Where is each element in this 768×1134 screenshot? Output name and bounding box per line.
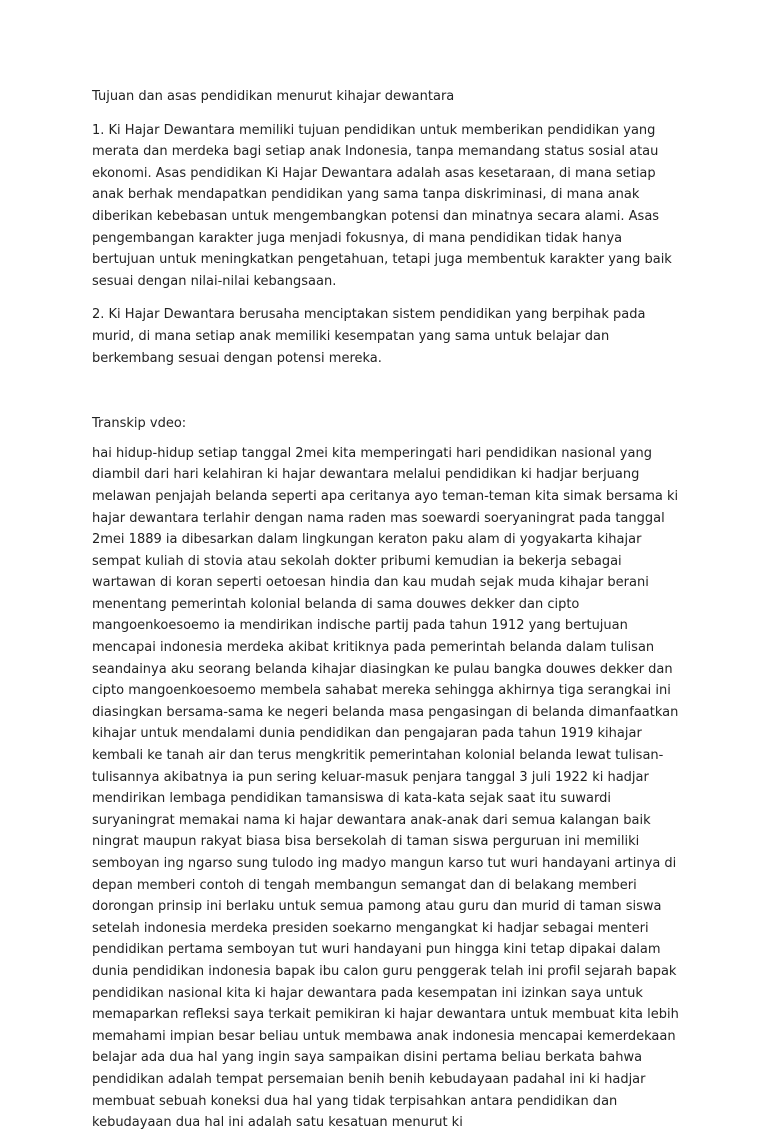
paragraph-1: 1. Ki Hajar Dewantara memiliki tujuan pendidikan untuk memberikan pendidikan yang merata dan merdeka bagi setiap anak Indonesia, tanpa memandang status sosial atau ekonomi. Asas pendidikan Ki Hajar Dewantara adalah asas kesetaraan, di mana setiap anak berhak mendapatkan pendidikan yang sama tanpa diskriminasi, di mana anak diberikan kebebasan untuk mengembangkan potensi dan minatnya secara alami. Asas pengembangan karakter juga menjadi fokusnya, di mana pendidikan tidak hanya bertujuan untuk meningkatkan pengetahuan, tetapi juga membentuk karakter yang baik sesuai dengan nilai-nilai kebangsaan. bbox=[92, 122, 672, 289]
blank-space bbox=[92, 381, 688, 413]
document-title: Tujuan dan asas pendidikan menurut kihajar dewantara bbox=[92, 89, 455, 104]
transcript-heading: Transkip vdeo: bbox=[92, 416, 187, 432]
transcript-text: hai hidup-hidup setiap tanggal 2mei kita memperingati hari pendidikan nasional yang diambil dari hari kelahiran ki hajar dewantara melalui pendidikan ki hadjar berjuang melawan penjajah belanda seperti apa ceritanya ayo teman-teman kita simak bersama ki hajar dewantara terlahir dengan nama raden mas soewardi soeryaningrat pada tanggal 2mei 1889 ia dibesarkan dalam lingkungan keraton paku alam di yogyakarta kihajar sempat kuliah di stovia atau sekolah dokter pribumi kemudian ia bekerja sebagai wartawan di koran seperti oetoesan hindia dan kau mudah sejak muda kihajar berani menentang pemerintah kolonial belanda di sama douwes dekker dan cipto mangoenkoesoemo ia mendirikan indische partij pada tahun 1912 yang bertujuan mencapai indonesia merdeka akibat kritiknya pada pemerintah belanda dalam tulisan seandainya aku seorang belanda kihajar diasingkan ke pulau bangka douwes dekker dan cipto mangoenkoesoemo membela sahabat mereka sehingga akhirnya tiga serangkai ini diasingkan bersama-sama ke negeri belanda masa pengasingan di belanda dimanfaatkan kihajar untuk mendalami dunia pendidikan dan pengajaran pada tahun 1919 kihajar kembali ke tanah air dan terus mengkritik pemerintahan kolonial belanda lewat tulisan-tulisannya akibatnya ia pun sering keluar-masuk penjara tanggal 3 juli 1922 ki hadjar mendirikan lembaga pendidikan tamansiswa di kata-kata sejak saat itu suwardi suryaningrat memakai nama ki hajar dewantara anak-anak dari semua kalangan baik ningrat maupun rakyat biasa bisa bersekolah di taman siswa perguruan ini memiliki semboyan ing ngarso sung tulodo ing madyo mangun karso tut wuri handayani artinya di depan memberi contoh di tengah membangun semangat dan di belakang memberi dorongan prinsip ini berlaku untuk semua pamong atau guru dan murid di taman siswa setelah indonesia merdeka presiden soekarno mengangkat ki hadjar sebagai menteri pendidikan pertama semboyan tut wuri handayani pun hingga kini tetap dipakai dalam dunia pendidikan indonesia bapak ibu calon guru penggerak telah ini profil sejarah bapak pendidikan nasional kita ki hajar dewantara pada kesempatan ini izinkan saya untuk memaparkan refleksi saya terkait pemikiran ki hajar dewantara untuk membuat kita lebih memahami impian besar beliau untuk membawa anak indonesia mencapai kemerdekaan belajar ada dua hal yang ingin saya sampaikan disini pertama beliau berkata bahwa pendidikan adalah tempat persemaian benih benih kebudayaan padahal ini ki hadjar membuat sebuah koneksi dua hal yang tidak terpisahkan antara pendidikan dan kebudayaan dua hal ini adalah satu kesatuan menurut ki bbox=[92, 445, 679, 1131]
paragraph-2: 2. Ki Hajar Dewantara berusaha menciptakan sistem pendidikan yang berpihak pada murid, di mana setiap anak memiliki kesempatan yang sama untuk belajar dan berkembang sesuai dengan potensi mereka. bbox=[92, 307, 646, 366]
